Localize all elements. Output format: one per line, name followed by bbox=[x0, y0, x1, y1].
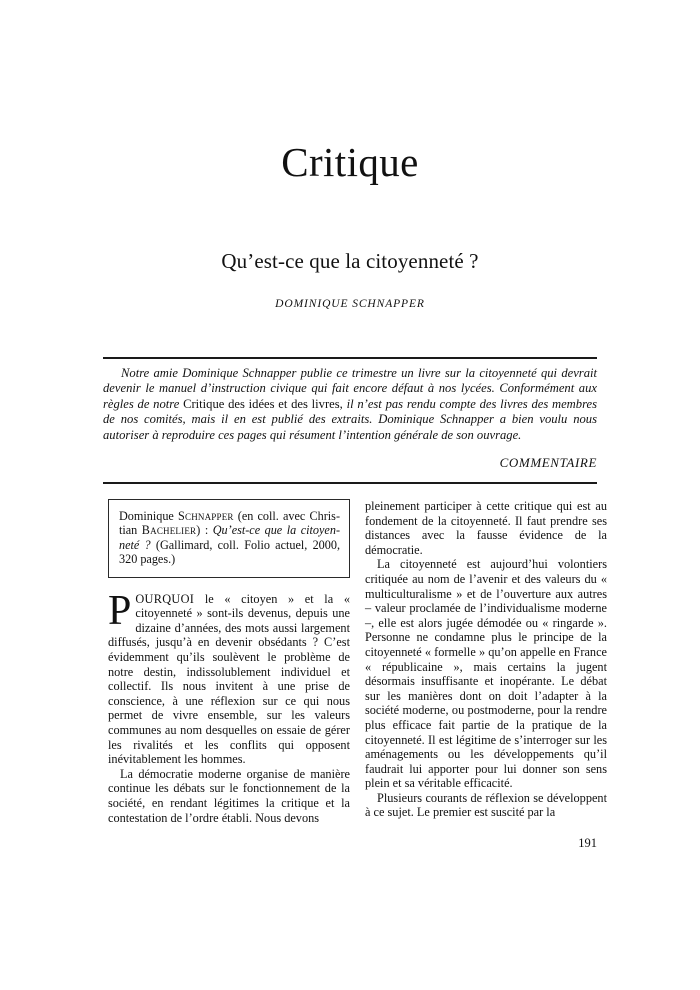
drop-cap-letter: P bbox=[108, 587, 132, 634]
page-folio: 191 bbox=[578, 836, 597, 850]
rule-above-chapeau bbox=[103, 357, 597, 359]
body-paragraph-1 bbox=[108, 587, 350, 767]
body-column-left bbox=[108, 499, 350, 825]
chapeau-roman-title: Critique des idées et des livres, bbox=[183, 396, 343, 411]
chapeau-part-1: Notre amie Dominique Schnapper publie ce trimestre un livre sur la citoyenneté qui devrait devenir le manuel d’instruction civique qui fait encore défaut à nos lycées. Conformément aux règles de notre bbox=[103, 366, 597, 411]
body-paragraph-4: La citoyenneté est aujourd’hui volontiers critiquée au nom de l’avenir et des valeurs du « multiculturalisme » et de l’ouverture aux autres – valeur proclamée de l’individualisme moderne –, elle est alors jugée démodée ou « ringarde ». Personne ne condamne plus le principe de la citoyenneté « formelle » qu’on appelle en France « républicaine », mais certains la jugent désormais insuffisante et inopérante. Le débat sur les manières dont on doit l’adapter à la société moderne, ou postmoderne, pour la rendre plus efficace fait partie de la pratique de la citoyenneté. Il est légitime de s’interroger sur les aménagements ou les développements qu’il faudrait lui apporter pour lui donner son sens plein et sa véritable efficacité. bbox=[365, 557, 607, 791]
journal-title: Critique bbox=[281, 139, 419, 185]
body-column-right bbox=[365, 499, 607, 820]
body-paragraph-2: La démocratie moderne organise de manière continue les débats sur le fonctionnement de la société, en rendant légitimes la critique et la contestation de l’ordre établi. Nous devons bbox=[108, 766, 350, 825]
body-lead-smallcaps: OURQUOI bbox=[135, 591, 195, 606]
ref-book-title: Qu’est-ce que la citoyenneté ? bbox=[119, 523, 340, 552]
body-paragraph-3: pleinement participer à cette critique qui est au fondement de la citoyenneté. Il faut prendre ses distances avec la fausse évidence de la démocratie. bbox=[365, 499, 607, 557]
ref-collab-lead: (en coll. avec Christian bbox=[119, 509, 340, 538]
book-reference-box bbox=[108, 499, 350, 578]
ref-separator: ) : bbox=[196, 523, 213, 538]
chapeau-signature: COMMENTAIRE bbox=[499, 455, 597, 470]
body-paragraph-1-text: le « citoyen » et la « citoyenneté » sont-ils devenus, depuis une dizaine d’années, des mots aussi largement diffusés, jusqu’à en devenir obsédants ? C’est évidemment qu’ils soulèvent le problème de notre destin, indissolublement individuel et collectif. Ils nous invitent à une prise de conscience, à une réflexion sur ce qui nous permet de vivre ensemble, sur les valeurs communes au nom desquelles on essaie de gérer les rivalités et les conflits qui opposent inévitablement les hommes. bbox=[108, 591, 350, 767]
ref-author-last: Schnapper bbox=[178, 509, 234, 523]
ref-author-first: Dominique bbox=[119, 509, 179, 523]
body-paragraph-5: Plusieurs courants de réflexion se développent à ce sujet. Le premier est suscité par la bbox=[365, 790, 607, 820]
rule-below-chapeau bbox=[103, 482, 597, 484]
article-title: Qu’est-ce que la citoyenneté ? bbox=[221, 249, 479, 273]
article-byline: DOMINIQUE SCHNAPPER bbox=[275, 298, 425, 310]
masthead bbox=[0, 139, 700, 185]
ref-collab-last: Bachelier bbox=[141, 523, 197, 538]
editorial-chapeau bbox=[103, 366, 597, 443]
book-reference-text bbox=[119, 509, 340, 567]
chapeau-part-2: il n’est pas rendu compte des livres des membres de nos comités, mais il en est publié des extraits. Dominique Schnapper a bien voulu nous autoriser à reproduire ces pages qui résument l’intention générale de son ouvrage. bbox=[103, 396, 597, 442]
ref-imprint: (Gallimard, coll. Folio actuel, 2000, 320 pages.) bbox=[119, 537, 340, 567]
